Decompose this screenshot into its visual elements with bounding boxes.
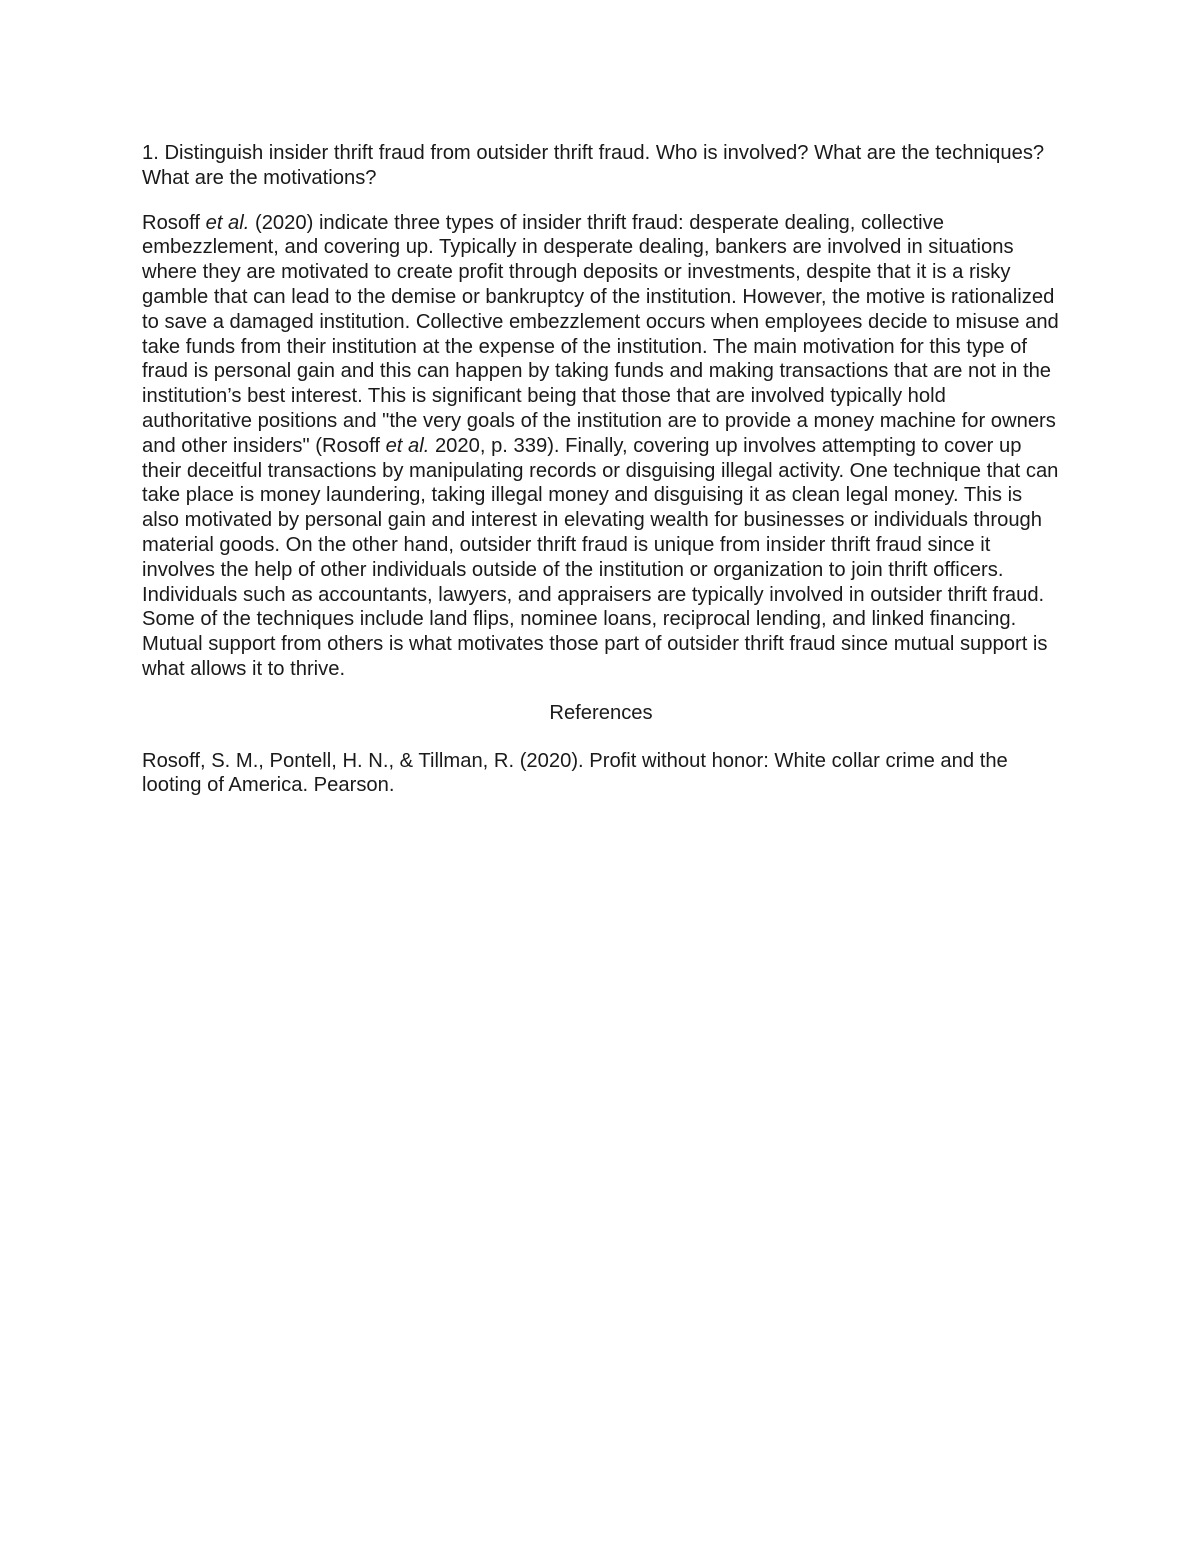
question-text: 1. Distinguish insider thrift fraud from outsider thrift fraud. Who is involved? What are the techniques? What are the motivations? [142,142,1045,189]
answer-et-al-2: et al. [385,434,430,457]
references-heading: References [549,701,653,724]
answer-et-al-1: et al. [205,211,250,234]
answer-text-1: (2020) indicate three types of insider thrift fraud: desperate dealing, collective embezzlement, and covering up. Typically in desperate dealing, bankers are involved in situations where they are motivated to create profit through deposits or investments, despite that it is a risky gamble that can lead to the demise or bankruptcy of the institution. However, the motive is rationalized to save a damaged institution. Collective embezzlement occurs when employees decide to misuse and take funds from their institution at the expense of the institution. The main motivation for this type of fraud is personal gain and this can happen by taking funds and making transactions that are not in the institution’s best interest. This is significant being that those that are involved typically hold authoritative positions and "the very goals of the institution are to provide a money machine for owners and other insiders" (Rosoff [142,211,1059,457]
answer-paragraph [142,211,1060,682]
reference-citation: Rosoff, S. M., Pontell, H. N., & Tillman, R. (2020). Profit without honor: White collar crime and the looting of America. Pearson. [142,749,1008,797]
answer-author: Rosoff [142,211,200,234]
document-body [142,141,1060,798]
answer-text-2: 2020, p. 339). Finally, covering up involves attempting to cover up their deceitful transactions by manipulating records or disguising illegal activity. One technique that can take place is money laundering, taking illegal money and disguising it as clean legal money. This is also motivated by personal gain and interest in elevating wealth for businesses or individuals through material goods. On the other hand, outsider thrift fraud is unique from insider thrift fraud since it involves the help of other individuals outside of the institution or organization to join thrift officers. Individuals such as accountants, lawyers, and appraisers are typically involved in outsider thrift fraud. Some of the techniques include land flips, nominee loans, reciprocal lending, and linked financing. Mutual support from others is what motivates those part of outsider thrift fraud since mutual support is what allows it to thrive. [142,434,1059,680]
